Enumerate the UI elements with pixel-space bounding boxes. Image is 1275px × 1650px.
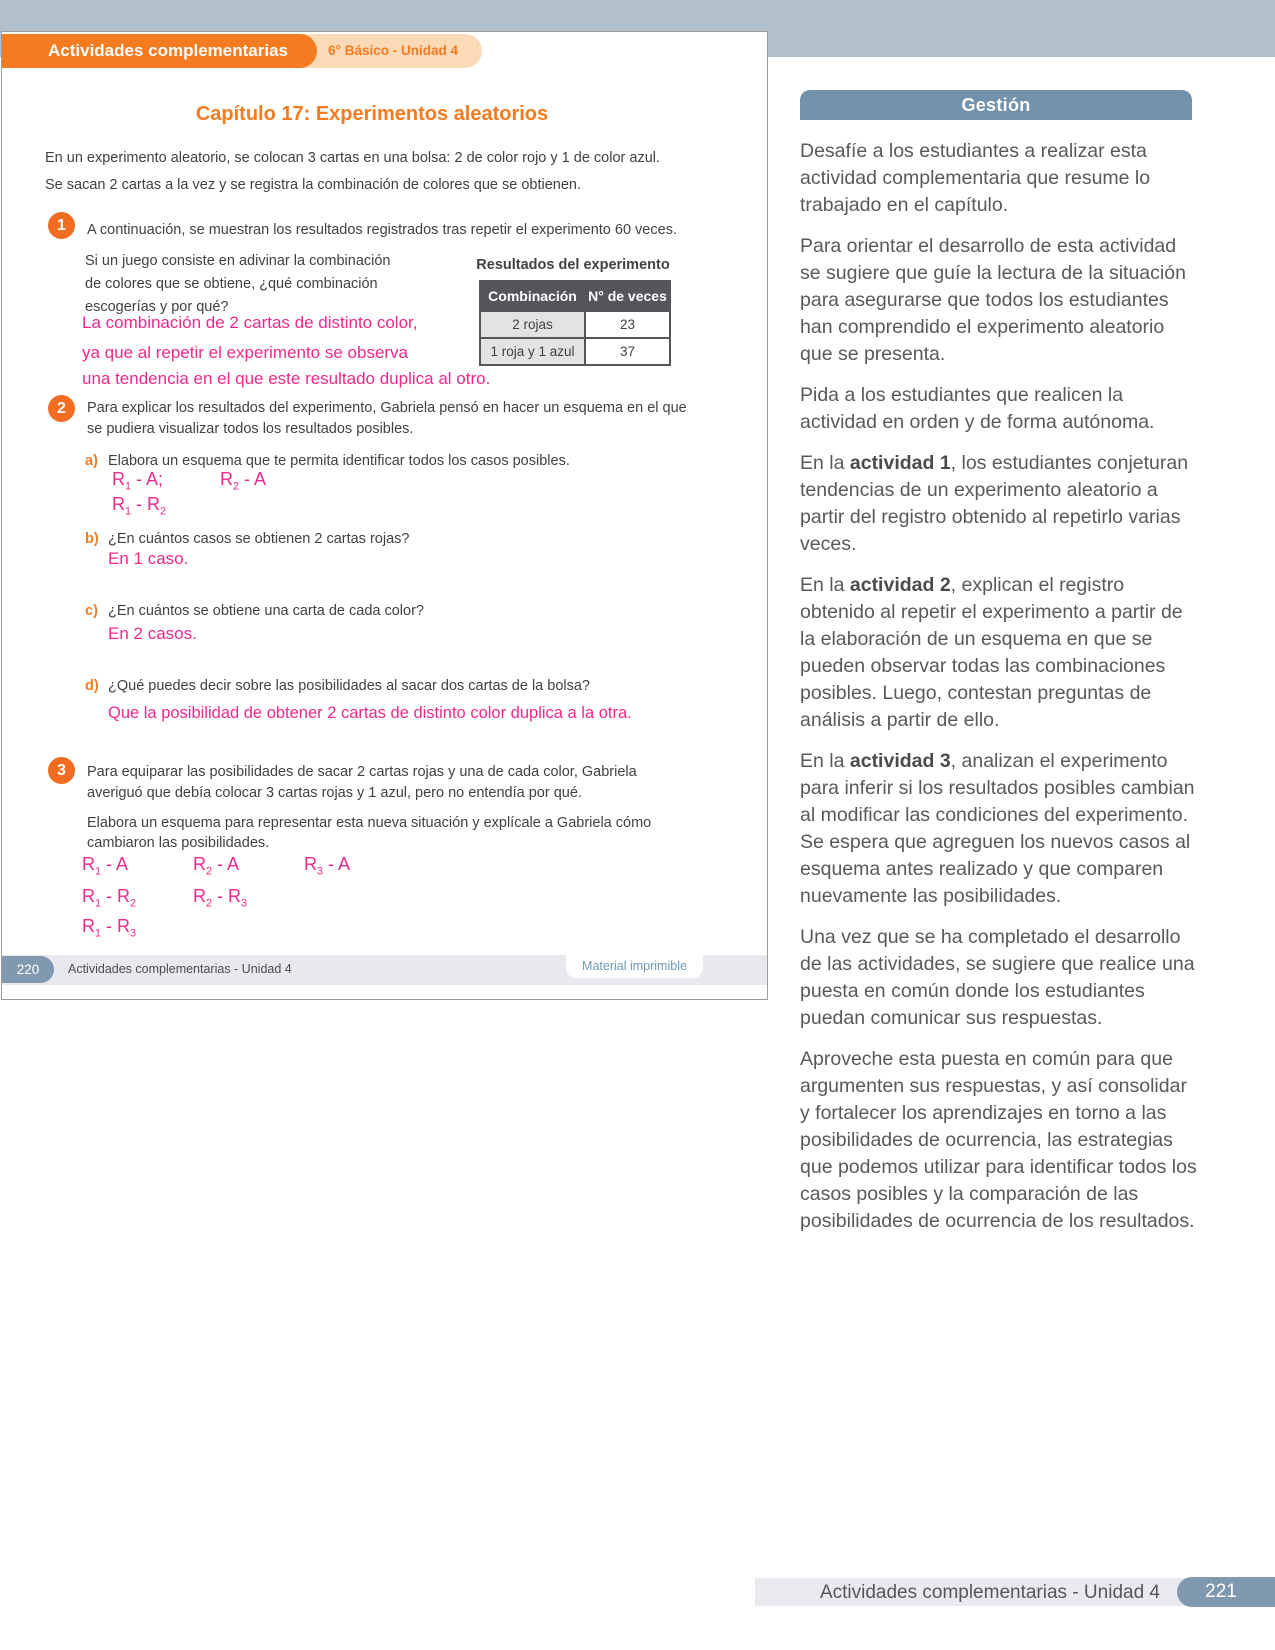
scheme-item: $R_1 - R_2$: [82, 886, 137, 910]
sidebar-paragraph: En la actividad 2, explican el registro obtenido al repetir el experimento a partir de la elaboración de un esquema en que se pueden observar todas las combinaciones posibles. Luego, contestan preguntas de análisis a partir de ello.: [800, 574, 1183, 731]
grade-badge-label: 6° Básico - Unidad 4: [328, 43, 458, 58]
sidebar-paragraph: En la actividad 1, los estudiantes conjeturan tendencias de un experimento aleatorio a partir del registro obtenido al repetirlo varias veces.: [800, 452, 1189, 555]
item-d-label: d): [85, 678, 99, 694]
sidebar-paragraph: Pida a los estudiantes que realicen la actividad en orden y de forma autónoma.: [800, 384, 1155, 433]
count-cell: 23: [585, 311, 670, 338]
table-row: [480, 311, 670, 338]
sidebar-header-gestion: Gestión: [800, 90, 1192, 120]
scheme-item: $R_2$ - A: [193, 854, 240, 878]
chapter-title: Capítulo 17: Experimentos aleatorios: [195, 103, 549, 125]
activity-3-text-line: averiguó que debía colocar 3 cartas rojas y 1 azul, pero no entendía por qué.: [87, 785, 582, 801]
activity-1-answer-line: una tendencia en el que este resultado duplica al otro.: [82, 369, 491, 388]
activity-1-answer-line: ya que al repetir el experimento se observa: [82, 343, 409, 362]
count-cell: 37: [585, 338, 670, 365]
scheme-item: $R_1 - R_3$: [82, 916, 137, 940]
scheme-item: $R_2 - R_3$: [193, 886, 248, 910]
footer-label: Actividades complementarias - Unidad 4: [819, 1582, 1160, 1603]
sidebar-paragraph: Para orientar el desarrollo de esta actividad se sugiere que guíe la lectura de la situación para asegurarse que todos los estudiantes han comprendido el experimento aleatorio que se presenta.: [800, 235, 1186, 365]
activity-1-answer-line: La combinación de 2 cartas de distinto color,: [82, 313, 418, 332]
printable-material-badge: Material imprimible: [566, 955, 703, 978]
activity-1-question-line: escogerías y por qué?: [85, 299, 229, 315]
sidebar-paragraph: Una vez que se ha completado el desarrollo de las actividades, se sugiere que realice una puesta en común donde los estudiantes puedan comunicar sus respuestas.: [800, 926, 1195, 1029]
activity-3-instruction-line: Elabora un esquema para representar esta nueva situación y explícale a Gabriela cómo: [87, 815, 652, 831]
activity-3-text-line: Para equiparar las posibilidades de sacar 2 cartas rojas y una de cada color, Gabriela: [87, 764, 637, 780]
scheme-item: $R_3$ - A: [304, 854, 351, 878]
activity-2-text-line: se pudiera visualizar todos los resultados posibles.: [87, 421, 414, 437]
sidebar-paragraph: Desafíe a los estudiantes a realizar esta actividad complementaria que resume lo trabajado en el capítulo.: [800, 140, 1151, 216]
results-table: [479, 280, 671, 366]
results-table-wrapper: [479, 280, 671, 366]
item-a-answer: $R_1$ - A;: [112, 469, 164, 493]
item-c-answer: En 2 casos.: [108, 624, 197, 643]
item-a-question: Elabora un esquema que te permita identificar todos los casos posibles.: [108, 453, 570, 469]
page-number-badge: 221: [1177, 1577, 1275, 1607]
activity-2-text-line: Para explicar los resultados del experimento, Gabriela pensó en hacer un esquema en el que: [87, 400, 687, 416]
intro-line: Se sacan 2 cartas a la vez y se registra la combinación de colores que se obtienen.: [45, 177, 581, 193]
item-d-answer: Que la posibilidad de obtener 2 cartas de distinto color duplica a la otra.: [108, 704, 632, 722]
student-page: [1, 31, 768, 1000]
activity-1-question-line: de colores que se obtiene, ¿qué combinación: [85, 276, 378, 292]
item-b-question: ¿En cuántos casos se obtienen 2 cartas rojas?: [108, 531, 410, 547]
activity-3-instruction-line: cambiaron las posibilidades.: [87, 835, 270, 851]
item-b-answer: En 1 caso.: [108, 549, 189, 568]
page-banner-label: Actividades complementarias: [48, 41, 288, 60]
combination-cell: 2 rojas: [480, 311, 585, 338]
activity-1-question-line: Si un juego consiste en adivinar la combinación: [85, 253, 391, 269]
col-header-count: N° de veces: [585, 281, 670, 311]
item-a-answer: $R_2$ - A: [220, 469, 267, 493]
page-footer-label: Actividades complementarias - Unidad 4: [68, 962, 292, 976]
combination-cell: 1 roja y 1 azul: [480, 338, 585, 365]
item-b-label: b): [85, 531, 99, 547]
sidebar-paragraphs: [800, 138, 1198, 1249]
item-c-question: ¿En cuántos se obtiene una carta de cada color?: [108, 603, 424, 619]
activity-1-number: 1: [48, 212, 75, 239]
sidebar-paragraph: En la actividad 3, analizan el experimento para inferir si los resultados posibles cambian al modificar las condiciones del experimento. Se espera que agreguen los nuevos casos al esquema antes realizado y que comparen nuevamente las posibilidades.: [800, 750, 1195, 907]
col-header-combination: Combinación: [480, 281, 585, 311]
page-number-badge: 220: [2, 956, 54, 983]
table-row: [480, 338, 670, 365]
intro-line: En un experimento aleatorio, se colocan 3 cartas en una bolsa: 2 de color rojo y 1 de color azul.: [45, 150, 661, 166]
item-a-answer: $R_1 - R_2$: [112, 494, 167, 518]
table-header-row: [480, 281, 670, 311]
activity-1-text: A continuación, se muestran los resultados registrados tras repetir el experimento 60 veces.: [87, 222, 677, 238]
activity-2-number: 2: [48, 395, 75, 422]
item-c-label: c): [85, 603, 98, 619]
sidebar-paragraph: Aproveche esta puesta en común para que argumenten sus respuestas, y así consolidar y fortalecer los aprendizajes en torno a las posibilidades de ocurrencia, las estrategias que podemos utilizar para identificar todos los casos posibles y la comparación de las posibilidades de ocurrencia de los resultados.: [800, 1048, 1197, 1232]
results-table-title: Resultados del experimento: [476, 257, 670, 273]
scheme-item: $R_1$ - A: [82, 854, 129, 878]
item-a-label: a): [85, 453, 98, 469]
item-d-question: ¿Qué puedes decir sobre las posibilidades al sacar dos cartas de la bolsa?: [108, 678, 590, 694]
activity-3-number: 3: [48, 757, 75, 784]
page-banner: [2, 34, 317, 68]
